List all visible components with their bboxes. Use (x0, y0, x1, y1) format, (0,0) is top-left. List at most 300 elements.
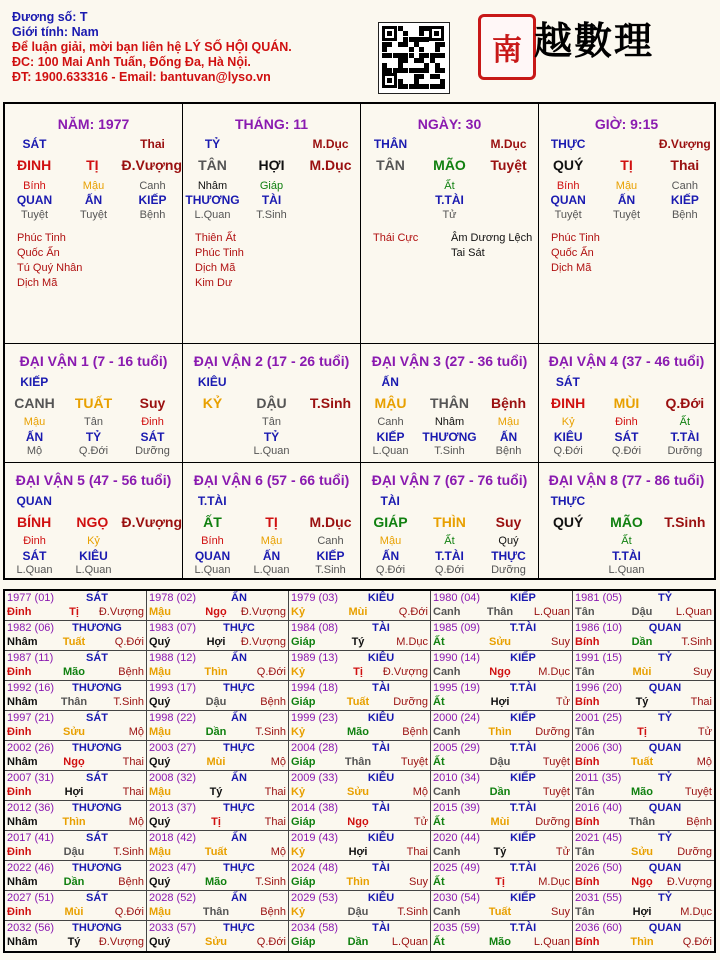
daivan-row4-text: T.TÀI (435, 549, 464, 563)
year-phase: Dưỡng (393, 696, 428, 708)
year-line1 (7, 922, 144, 936)
daivan-row3-text: Canh (377, 416, 404, 428)
year-phase: Q.Đới (682, 936, 712, 948)
daivan-row2-text: ĐINH (551, 395, 586, 411)
daivan-row5-text: Dưỡng (667, 445, 703, 457)
year-label: 2005 (29) (433, 742, 481, 754)
year-stem: Nhâm (7, 636, 38, 648)
grid-cell (183, 344, 361, 463)
pillar-row5-text: Tuyệt (79, 209, 108, 221)
year-label: 1990 (14) (433, 652, 481, 664)
year-god: KIÊU (367, 832, 395, 844)
year-label: 1980 (04) (433, 592, 481, 604)
pillar-row3-text: Bính (556, 180, 580, 192)
year-cell (573, 861, 714, 891)
daivan-row5-text: T.Sinh (315, 564, 346, 576)
year-cell (5, 621, 147, 651)
year-label: 2011 (35) (575, 772, 622, 784)
year-cell (573, 621, 714, 651)
year-stem: Ất (433, 696, 445, 708)
daivan-title: ĐẠI VẬN 2 (17 - 26 tuổi) (193, 353, 350, 369)
year-branch: Dần (347, 936, 369, 948)
daivan-row4 (539, 549, 714, 563)
daivan-title: ĐẠI VẬN 3 (27 - 36 tuổi) (371, 353, 528, 369)
star-item: Thiên Ất (195, 232, 236, 244)
year-line1 (575, 712, 712, 726)
daivan-row4 (183, 430, 360, 444)
pillar-row5 (183, 209, 360, 221)
year-cell (147, 741, 289, 771)
year-branch: Tuất (488, 906, 512, 918)
gioi-tinh-value: Nam (71, 25, 99, 39)
year-line1 (575, 742, 712, 756)
year-stem: Quý (149, 876, 171, 888)
year-phase: Suy (551, 906, 570, 918)
daivan-row5-text (539, 564, 597, 576)
year-phase: Q.Đới (398, 606, 428, 618)
year-stem: Nhâm (7, 876, 38, 888)
year-god: THỰC (223, 802, 255, 814)
pillar-row4 (183, 193, 360, 207)
daivan-row5-text (123, 564, 182, 576)
year-label: 1985 (09) (433, 622, 481, 634)
year-branch: Sửu (630, 846, 654, 858)
year-branch: Thìn (630, 936, 654, 948)
year-line2 (575, 756, 712, 770)
daivan-row1 (5, 375, 182, 389)
daivan-row4-text: ẤN (25, 430, 44, 444)
daivan-row2-text: ẤT (203, 514, 222, 530)
daivan-row5-text: Q.Đới (375, 564, 406, 576)
pillar-row1 (539, 137, 714, 151)
year-cell (573, 651, 714, 681)
year-line2 (149, 666, 286, 680)
year-branch: Dậu (347, 906, 369, 918)
year-line2 (433, 846, 570, 860)
year-stem: Kỷ (291, 726, 306, 738)
year-cell (431, 651, 573, 681)
star-item: Âm Dương Lệch (451, 232, 533, 244)
year-line2 (433, 906, 570, 920)
year-phase: Bệnh (118, 876, 144, 888)
daivan-row1 (539, 494, 714, 508)
year-line2 (7, 696, 144, 710)
year-line1 (7, 772, 144, 786)
daivan-row3-text: Ất (679, 416, 691, 428)
year-line1 (7, 622, 144, 636)
year-cell (289, 921, 431, 951)
year-label: 2022 (46) (7, 862, 55, 874)
four-pillars-grid (3, 102, 716, 580)
year-phase: Bệnh (686, 816, 712, 828)
year-cell (147, 861, 289, 891)
year-cell (5, 831, 147, 861)
year-line2 (433, 726, 570, 740)
year-line1 (575, 622, 712, 636)
year-label: 2032 (56) (7, 922, 55, 934)
daivan-row2-text: THÌN (433, 514, 466, 530)
grid-cell (539, 104, 714, 344)
year-line2 (7, 726, 144, 740)
year-god: T.TÀI (509, 862, 537, 874)
year-stem: Ất (433, 876, 445, 888)
daivan-row5-text: L.Quan (372, 445, 409, 457)
year-stem: Mậu (149, 606, 171, 618)
pillar-row5 (361, 209, 538, 221)
pillar-row5-text: T.Sinh (256, 209, 287, 221)
year-stem: Tân (575, 666, 595, 678)
pillar-row1-text: Đ.Vượng (658, 137, 711, 151)
year-label: 2027 (51) (7, 892, 55, 904)
year-cell (289, 891, 431, 921)
year-branch: Dậu (631, 606, 653, 618)
year-stem: Tân (575, 606, 595, 618)
year-phase: Đ.Vượng (666, 876, 712, 888)
year-line1 (291, 862, 428, 876)
daivan-row5 (539, 564, 714, 576)
grid-cell (539, 344, 714, 463)
year-branch: Tuất (62, 636, 86, 648)
year-branch: Dậu (63, 846, 85, 858)
year-line2 (7, 786, 144, 800)
year-line1 (291, 832, 428, 846)
pillar-row2-text: ĐINH (17, 157, 52, 173)
pillar-row4 (361, 193, 538, 207)
year-line2 (291, 636, 428, 650)
year-phase: Q.Đới (114, 906, 144, 918)
daivan-row1 (361, 494, 538, 508)
daivan-row4-text: KIẾP (376, 430, 405, 444)
year-cell (573, 921, 714, 951)
year-line1 (433, 652, 570, 666)
daivan-row2 (539, 514, 714, 530)
year-god: THỰC (223, 922, 255, 934)
daivan-row4-text: TỶ (85, 430, 102, 444)
pillar-row5-text: Tuyệt (20, 209, 49, 221)
daivan-row2-text: Bệnh (491, 395, 526, 411)
year-cell (431, 831, 573, 861)
pillar-row2-text: TỊ (620, 157, 633, 173)
year-god: ẤN (231, 772, 247, 784)
year-phase: Thai (264, 786, 286, 798)
daivan-row4-text: KIÊU (79, 549, 108, 563)
pillar-row1 (183, 137, 360, 151)
year-god: SÁT (86, 772, 108, 784)
year-stem: Tân (575, 786, 595, 798)
daivan-row4-text: TỶ (263, 430, 280, 444)
year-stem: Giáp (291, 816, 316, 828)
year-stem: Mậu (149, 666, 171, 678)
daivan-row4-text: THƯƠNG (422, 430, 477, 444)
year-line1 (291, 772, 428, 786)
year-line2 (433, 636, 570, 650)
year-god: ẤN (231, 832, 247, 844)
year-line2 (575, 936, 712, 950)
year-branch: Thân (202, 906, 230, 918)
year-branch: Mùi (64, 906, 84, 918)
year-line1 (575, 892, 712, 906)
pillar-row4 (5, 193, 182, 207)
year-stem: Bính (575, 756, 600, 768)
year-line1 (149, 712, 286, 726)
daivan-row2-text: NGỌ (76, 514, 109, 530)
year-phase: L.Quan (533, 936, 570, 948)
year-cell (289, 651, 431, 681)
year-cell (573, 801, 714, 831)
year-line2 (291, 696, 428, 710)
year-phase: Dưỡng (677, 846, 712, 858)
daivan-row3-text (539, 535, 597, 547)
year-stem: Tân (575, 726, 595, 738)
year-line2 (149, 606, 286, 620)
year-cell (5, 681, 147, 711)
daivan-row3-text (656, 535, 714, 547)
year-line1 (149, 742, 286, 756)
year-line2 (575, 726, 712, 740)
year-label: 1996 (20) (575, 682, 623, 694)
year-line1 (291, 592, 428, 606)
daivan-row3-text (183, 416, 242, 428)
year-stem: Nhâm (7, 816, 38, 828)
year-god: TỶ (657, 892, 673, 904)
year-phase: Tử (697, 726, 712, 738)
year-line1 (433, 832, 570, 846)
year-label: 2014 (38) (291, 802, 339, 814)
year-line2 (7, 666, 144, 680)
daivan-row4-text: SÁT (140, 430, 165, 444)
year-god: ẤN (231, 652, 247, 664)
star-item: Quốc Ấn (551, 247, 594, 259)
star-item: Quốc Ấn (17, 247, 60, 259)
star-item: Dịch Mã (17, 277, 58, 289)
year-phase: Mộ (270, 846, 286, 858)
grid-cell (361, 104, 539, 344)
year-branch: Sửu (204, 936, 228, 948)
year-cell (147, 921, 289, 951)
daivan-row2 (183, 514, 360, 530)
year-stem: Ất (433, 936, 445, 948)
year-line1 (291, 652, 428, 666)
header-info (12, 10, 292, 85)
daivan-row3 (361, 416, 538, 428)
grid-cell (361, 463, 539, 578)
pillar-row2 (5, 157, 182, 173)
year-god: TÀI (372, 622, 390, 634)
year-line2 (291, 876, 428, 890)
year-cell (147, 681, 289, 711)
year-line2 (149, 696, 286, 710)
pillar-row4 (539, 193, 714, 207)
year-line1 (149, 922, 286, 936)
year-phase: Đ.Vượng (240, 606, 286, 618)
daivan-row5 (361, 564, 538, 576)
year-branch: Dậu (205, 696, 227, 708)
year-phase: Tử (555, 696, 570, 708)
pillar-row2-text: HỢI (258, 157, 285, 173)
pillar-row3-text: Canh (671, 180, 698, 192)
daivan-row2-text: DẬU (256, 395, 287, 411)
year-phase: T.Sinh (113, 846, 144, 858)
daivan-title: ĐẠI VẬN 5 (47 - 56 tuổi) (15, 472, 172, 488)
year-label: 1989 (13) (291, 652, 339, 664)
year-cell (147, 891, 289, 921)
brand-title: 越數理 (534, 18, 655, 63)
year-cell (289, 831, 431, 861)
pillar-row3 (183, 180, 360, 192)
pillar-row1-text: M.Dục (312, 137, 349, 151)
year-branch: Ngọ (63, 756, 85, 768)
grid-cell (361, 344, 539, 463)
year-phase: Q.Đới (114, 636, 144, 648)
year-branch: Thìn (62, 816, 86, 828)
year-label: 2030 (54) (433, 892, 481, 904)
year-stem: Ất (433, 636, 445, 648)
pillar-row3-text: Mậu (615, 180, 638, 192)
pillar-row2-text: M.Dục (309, 157, 352, 173)
year-label: 2023 (47) (149, 862, 197, 874)
year-cell (431, 771, 573, 801)
year-phase: Q.Đới (256, 666, 286, 678)
pillar-row3-text (301, 180, 360, 192)
year-phase: Tử (413, 816, 428, 828)
year-stem: Đinh (7, 666, 32, 678)
daivan-title: ĐẠI VẬN 8 (77 - 86 tuổi) (548, 472, 705, 488)
pillar-row4-text: QUAN (16, 193, 53, 207)
duong-so: Đương số: T (12, 10, 88, 24)
year-stem: Canh (433, 726, 461, 738)
year-god: SÁT (86, 592, 108, 604)
year-god: KIÊU (367, 892, 395, 904)
year-branch: Hợi (490, 696, 510, 708)
year-branch: Sửu (62, 726, 86, 738)
year-stem: Kỷ (291, 786, 306, 798)
daivan-row3-text: Ất (444, 535, 455, 547)
year-label: 2020 (44) (433, 832, 481, 844)
year-line2 (433, 816, 570, 830)
year-stem: Ất (433, 816, 445, 828)
year-branch: Ngọ (631, 876, 653, 888)
pillar-title: THÁNG: 11 (234, 116, 309, 132)
year-god: TỶ (657, 832, 673, 844)
year-stem: Đinh (7, 726, 32, 738)
daivan-row3-text: Tân (262, 416, 281, 428)
year-cell (431, 711, 573, 741)
year-label: 1987 (11) (7, 652, 54, 664)
year-cell (431, 921, 573, 951)
pillar-row2-text: MÃO (433, 157, 466, 173)
year-stem: Giáp (291, 936, 316, 948)
year-line1 (7, 862, 144, 876)
year-line2 (149, 936, 286, 950)
pillar-row2-text: Thai (670, 157, 700, 173)
year-phase: Dưỡng (535, 816, 570, 828)
pillar-stars (373, 231, 418, 246)
year-line1 (7, 652, 144, 666)
year-phase: Dưỡng (535, 726, 570, 738)
year-branch: Mão (489, 936, 511, 948)
pillar-row5-text: Tuyệt (612, 209, 641, 221)
pillar-row3-text: Nhâm (197, 180, 228, 192)
year-line2 (291, 726, 428, 740)
daivan-row2-text: MÙI (613, 395, 640, 411)
year-god: THỰC (223, 682, 255, 694)
year-line2 (433, 756, 570, 770)
year-branch: Ngọ (347, 816, 369, 828)
pillar-row4-text: THƯƠNG (185, 193, 240, 207)
year-cell (147, 711, 289, 741)
year-line1 (433, 772, 570, 786)
year-label: 2002 (26) (7, 742, 55, 754)
pillar-stars (17, 231, 82, 291)
year-cell (147, 831, 289, 861)
year-cell (147, 621, 289, 651)
year-label: 2006 (30) (575, 742, 623, 754)
daivan-row2 (5, 514, 182, 530)
year-god: TỶ (657, 592, 673, 604)
pillar-row4-text (301, 193, 360, 207)
year-god: TỶ (657, 772, 673, 784)
year-god: THỰC (223, 742, 255, 754)
year-label: 1979 (03) (291, 592, 339, 604)
pillar-row3-text: Giáp (259, 180, 284, 192)
year-phase: T.Sinh (681, 636, 712, 648)
year-god: KIÊU (367, 592, 395, 604)
pillar-row3-text: Ất (444, 180, 455, 192)
year-line1 (433, 742, 570, 756)
daivan-row5 (183, 564, 360, 576)
daivan-row5 (5, 445, 182, 457)
year-line1 (433, 892, 570, 906)
year-label: 1986 (10) (575, 622, 623, 634)
daivan-row2-text: QUÝ (552, 514, 584, 530)
daivan-row1-text: QUAN (16, 494, 52, 508)
pillar-row4-text: KIẾP (670, 193, 699, 207)
grid-cell (183, 463, 361, 578)
star-item: Tú Quý Nhân (17, 262, 83, 274)
year-stem: Canh (433, 666, 461, 678)
year-branch: Thìn (346, 876, 370, 888)
pillar-row5-text: L.Quan (194, 209, 231, 221)
yearly-luck-grid (3, 589, 716, 953)
daivan-row4-text: ẤN (499, 430, 518, 444)
pillar-row2-text: Tuyệt (490, 157, 527, 173)
year-line2 (149, 816, 286, 830)
pillar-row3 (5, 180, 182, 192)
year-line1 (291, 802, 428, 816)
year-god: T.TÀI (509, 922, 537, 934)
pillar-row2-text: TÂN (198, 157, 227, 173)
year-stem: Kỷ (291, 906, 306, 918)
daivan-row4-text (539, 549, 597, 563)
year-god: TÀI (372, 862, 390, 874)
year-stem: Quý (149, 816, 171, 828)
year-god: ẤN (231, 592, 247, 604)
year-line2 (149, 906, 286, 920)
year-phase: Tuyệt (684, 786, 712, 798)
pillar-row2 (183, 157, 360, 173)
year-line2 (149, 636, 286, 650)
year-line2 (575, 666, 712, 680)
year-cell (573, 681, 714, 711)
year-god: SÁT (86, 832, 108, 844)
year-line2 (7, 846, 144, 860)
grid-cell (183, 104, 361, 344)
year-line1 (7, 592, 144, 606)
year-cell (573, 891, 714, 921)
daivan-row1-text: SÁT (555, 375, 580, 389)
year-phase: Tuyệt (542, 756, 570, 768)
year-branch: Tý (635, 696, 649, 708)
